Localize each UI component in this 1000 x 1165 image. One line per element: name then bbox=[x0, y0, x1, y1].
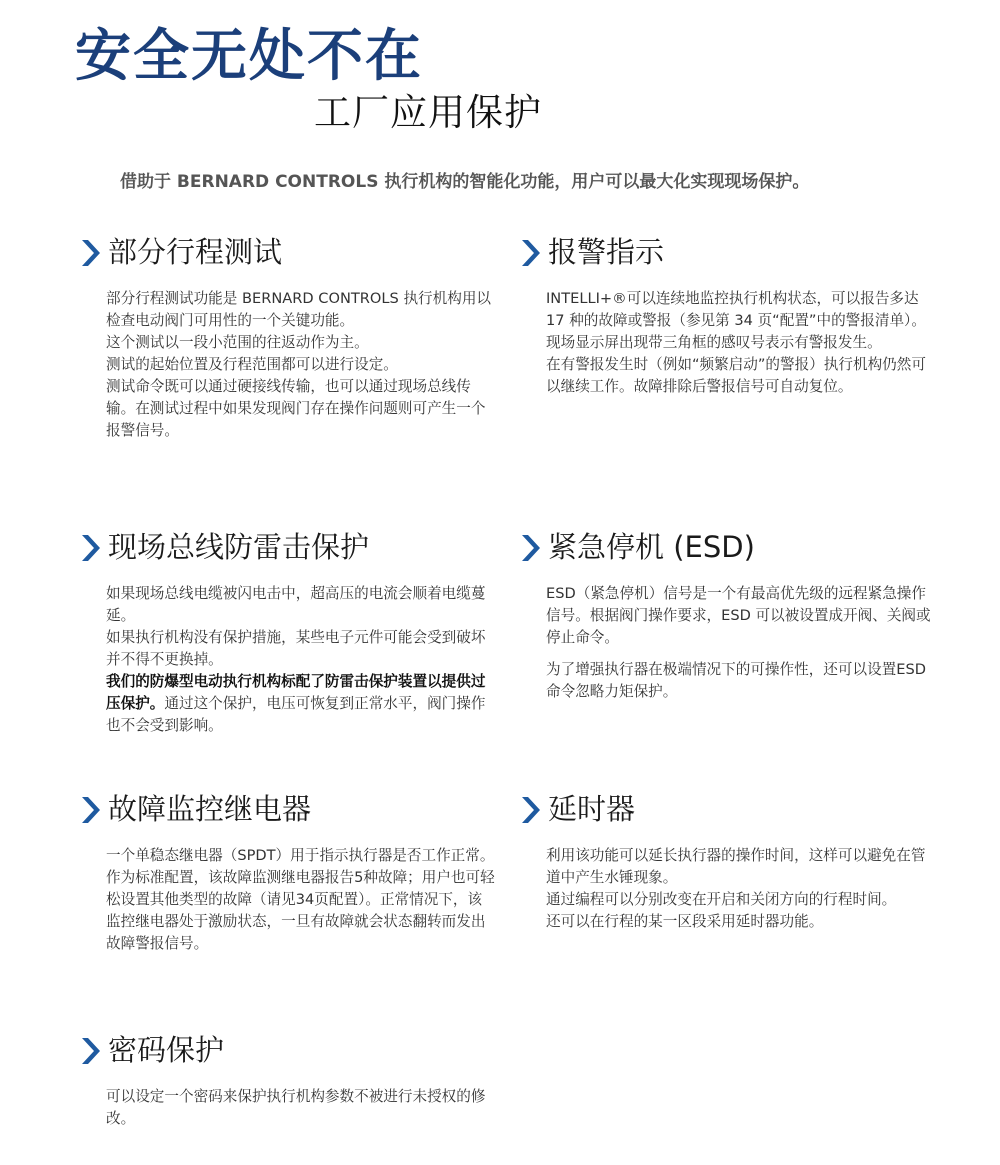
section-heading bbox=[80, 232, 470, 272]
paragraph: 测试命令既可以通过硬接线传输，也可以通过现场总线传输。在测试过程中如果发现阀门存在操作问题则可产生一个报警信号。 bbox=[106, 378, 486, 439]
paragraph: 还可以在行程的某一区段采用延时器功能。 bbox=[546, 913, 824, 930]
chevron-right-icon bbox=[520, 238, 542, 268]
paragraph-tail: 通过这个保护，电压可恢复到正常水平，阀门操作也不会受到影响。 bbox=[106, 695, 486, 734]
section-body bbox=[106, 845, 496, 955]
section-title: 部分行程测试 bbox=[108, 235, 283, 269]
section-body bbox=[546, 845, 936, 933]
paragraph: 为了增强执行器在极端情况下的可操作性，还可以设置ESD命令忽略力矩保护。 bbox=[546, 661, 926, 700]
section-title: 故障监控继电器 bbox=[108, 792, 312, 826]
paragraph: 如果执行机构没有保护措施，某些电子元件可能会受到破坏并不得不更换掉。 bbox=[106, 629, 486, 668]
section-heading bbox=[520, 232, 910, 272]
paragraph: 现场显示屏出现带三角框的感叹号表示有警报发生。 bbox=[546, 334, 882, 351]
intro-text: 借助于 BERNARD CONTROLS 执行机构的智能化功能，用户可以最大化实现现场保护。 bbox=[120, 172, 810, 192]
paragraph: 可以设定一个密码来保护执行机构参数不被进行未授权的修改。 bbox=[106, 1088, 486, 1127]
section-title: 报警指示 bbox=[548, 235, 665, 269]
paragraph: 通过编程可以分别改变在开启和关闭方向的行程时间。 bbox=[546, 891, 897, 908]
section-partial-stroke-test bbox=[80, 232, 492, 442]
paragraph: 部分行程测试功能是 BERNARD CONTROLS 执行机构用以检查电动阀门可用性的一个关键功能。 bbox=[106, 290, 492, 329]
section-body bbox=[106, 1086, 496, 1130]
section-heading bbox=[80, 789, 470, 829]
paragraph: 利用该功能可以延长执行器的操作时间，这样可以避免在管道中产生水锤现象。 bbox=[546, 847, 926, 886]
paragraph: INTELLI+®可以连续地监控执行机构状态，可以报告多达 17 种的故障或警报（参见第 34 页“配置”中的警报清单）。 bbox=[546, 290, 926, 329]
section-body bbox=[106, 288, 496, 442]
section-fieldbus-lightning-protection bbox=[80, 527, 486, 737]
section-heading bbox=[80, 527, 470, 567]
paragraph: ESD（紧急停机）信号是一个有最高优先级的远程紧急操作信号。根据阀门操作要求，ESD 可以被设置成开阀、关阀或停止命令。 bbox=[546, 585, 931, 646]
paragraph: 一个单稳态继电器（SPDT）用于指示执行器是否工作正常。作为标准配置，该故障监测继电器报告5种故障；用户也可轻松设置其他类型的故障（请见34页配置）。正常情况下，该监控继电器处于激励状态，一旦有故障就会状态翻转而发出故障警报信号。 bbox=[106, 847, 495, 952]
page-title: 安全无处不在 bbox=[75, 24, 423, 89]
chevron-right-icon bbox=[80, 1036, 102, 1066]
paragraph: 测试的起始位置及行程范围都可以进行设定。 bbox=[106, 356, 398, 373]
paragraph: 这个测试以一段小范围的往返动作为主。 bbox=[106, 334, 369, 351]
section-alarm-indication bbox=[520, 232, 926, 398]
chevron-right-icon bbox=[80, 795, 102, 825]
section-emergency-shutdown bbox=[520, 527, 931, 703]
section-heading bbox=[80, 1030, 470, 1070]
chevron-right-icon bbox=[80, 238, 102, 268]
section-title: 现场总线防雷击保护 bbox=[108, 530, 370, 564]
section-fault-monitoring-relay bbox=[80, 789, 495, 955]
chevron-right-icon bbox=[80, 533, 102, 563]
chevron-right-icon bbox=[520, 533, 542, 563]
section-body bbox=[106, 583, 496, 737]
section-title: 紧急停机 (ESD) bbox=[548, 530, 755, 564]
section-title: 延时器 bbox=[548, 792, 636, 826]
paragraph: 在有警报发生时（例如“频繁启动”的警报）执行机构仍然可以继续工作。故障排除后警报信号可自动复位。 bbox=[546, 356, 926, 395]
chevron-right-icon bbox=[520, 795, 542, 825]
paragraph-with-bold bbox=[106, 671, 496, 737]
page-subtitle: 工厂应用保护 bbox=[314, 91, 542, 134]
section-title: 密码保护 bbox=[108, 1033, 225, 1067]
section-body bbox=[546, 288, 936, 398]
paragraph: 如果现场总线电缆被闪电击中，超高压的电流会顺着电缆蔓延。 bbox=[106, 585, 486, 624]
bold-text: 我们的防爆型电动执行机构标配了防雷击保护装置以提供过压保护。 bbox=[106, 673, 486, 712]
section-password-protection bbox=[80, 1030, 486, 1130]
section-timer bbox=[520, 789, 926, 933]
section-body bbox=[546, 583, 936, 703]
section-heading bbox=[520, 527, 910, 567]
section-heading bbox=[520, 789, 910, 829]
